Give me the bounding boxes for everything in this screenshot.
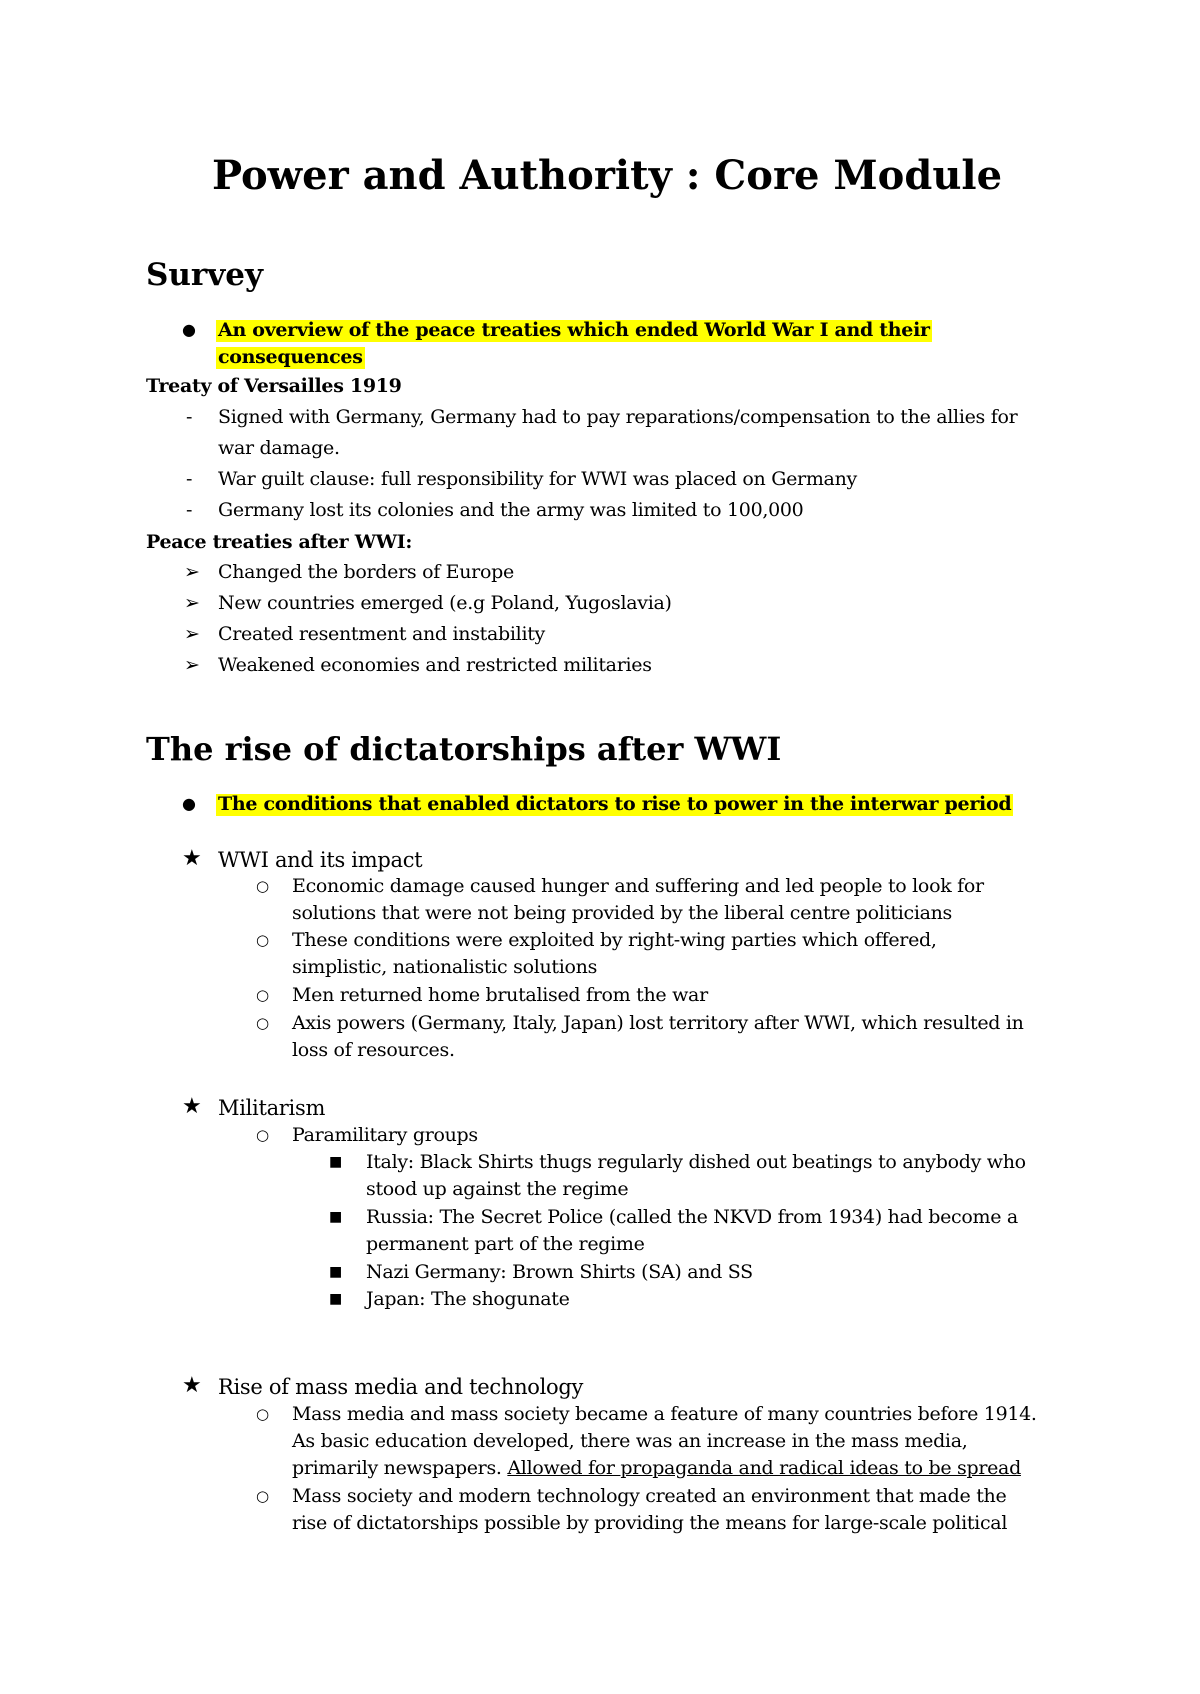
star-icon: ★: [182, 1373, 202, 1398]
arrow-icon: ➢: [184, 561, 200, 583]
square-bullet-icon: ■: [329, 1264, 342, 1280]
dash-marker: -: [186, 499, 193, 521]
rise-heading: The rise of dictatorships after WWI: [146, 730, 782, 768]
wwi-impact-line: Axis powers (Germany, Italy, Japan) lost territory after WWI, which resulted in: [292, 1012, 1024, 1034]
wwi-impact-line: These conditions were exploited by right-wing parties which offered,: [292, 929, 937, 951]
survey-heading: Survey: [146, 257, 264, 293]
peace-item: Weakened economies and restricted militaries: [218, 654, 652, 676]
paramilitary-label: Paramilitary groups: [292, 1124, 478, 1146]
mass-media-line: Mass society and modern technology created an environment that made the: [292, 1485, 1007, 1507]
dash-marker: -: [186, 468, 193, 490]
wwi-impact-line: Economic damage caused hunger and suffering and led people to look for: [292, 875, 984, 897]
arrow-icon: ➢: [184, 592, 200, 614]
circle-bullet-icon: ○: [256, 1126, 269, 1144]
militarism-label: Militarism: [218, 1096, 326, 1120]
bullet-icon: ●: [182, 794, 196, 813]
peace-item: Changed the borders of Europe: [218, 561, 514, 583]
wwi-impact-line: simplistic, nationalistic solutions: [292, 956, 598, 978]
square-bullet-icon: ■: [329, 1154, 342, 1170]
versailles-item-3: Germany lost its colonies and the army was limited to 100,000: [218, 499, 804, 521]
document-title: Power and Authority : Core Module: [212, 152, 1003, 199]
versailles-item-1-line1: Signed with Germany, Germany had to pay reparations/compensation to the allies for: [218, 406, 1018, 428]
paramilitary-line: Italy: Black Shirts thugs regularly dished out beatings to anybody who: [366, 1151, 1026, 1173]
circle-bullet-icon: ○: [256, 1487, 269, 1505]
circle-bullet-icon: ○: [256, 877, 269, 895]
mass-media-label: Rise of mass media and technology: [218, 1375, 584, 1399]
mass-media-line: Mass media and mass society became a feature of many countries before 1914.: [292, 1403, 1037, 1425]
propaganda-underlined-text: Allowed for propaganda and radical ideas to be spread: [507, 1457, 1021, 1479]
circle-bullet-icon: ○: [256, 986, 269, 1004]
versailles-item-2: War guilt clause: full responsibility for WWI was placed on Germany: [218, 468, 857, 490]
versailles-item-1-line2: war damage.: [218, 437, 340, 459]
wwi-impact-line: solutions that were not being provided by the liberal centre politicians: [292, 902, 953, 924]
wwi-impact-line: Men returned home brutalised from the war: [292, 984, 708, 1006]
survey-highlight-line2: consequences: [218, 346, 363, 368]
wwi-impact-line: loss of resources.: [292, 1039, 455, 1061]
square-bullet-icon: ■: [329, 1291, 342, 1307]
mass-media-line: [292, 1459, 1021, 1478]
survey-highlight-line1: An overview of the peace treaties which ended World War I and their: [218, 319, 930, 341]
mass-media-line-text: primarily newspapers.: [292, 1457, 508, 1479]
arrow-icon: ➢: [184, 654, 200, 676]
paramilitary-line: Nazi Germany: Brown Shirts (SA) and SS: [366, 1261, 753, 1283]
mass-media-line: As basic education developed, there was an increase in the mass media,: [292, 1430, 968, 1452]
circle-bullet-icon: ○: [256, 1014, 269, 1032]
bullet-icon: ●: [182, 320, 196, 339]
paramilitary-line: permanent part of the regime: [366, 1233, 645, 1255]
rise-highlight: The conditions that enabled dictators to rise to power in the interwar period: [218, 793, 1012, 815]
square-bullet-icon: ■: [329, 1209, 342, 1225]
mass-media-line: rise of dictatorships possible by providing the means for large-scale political: [292, 1512, 1008, 1534]
circle-bullet-icon: ○: [256, 1405, 269, 1423]
peace-item: Created resentment and instability: [218, 623, 545, 645]
star-icon: ★: [182, 1094, 202, 1119]
paramilitary-line: stood up against the regime: [366, 1178, 629, 1200]
versailles-heading: Treaty of Versailles 1919: [146, 375, 402, 397]
wwi-impact-label: WWI and its impact: [218, 848, 423, 872]
dash-marker: -: [186, 406, 193, 428]
peace-item: New countries emerged (e.g Poland, Yugoslavia): [218, 592, 672, 614]
arrow-icon: ➢: [184, 623, 200, 645]
paramilitary-line: Japan: The shogunate: [366, 1288, 570, 1310]
paramilitary-line: Russia: The Secret Police (called the NKVD from 1934) had become a: [366, 1206, 1018, 1228]
peace-treaties-heading: Peace treaties after WWI:: [146, 531, 413, 553]
star-icon: ★: [182, 846, 202, 871]
circle-bullet-icon: ○: [256, 931, 269, 949]
